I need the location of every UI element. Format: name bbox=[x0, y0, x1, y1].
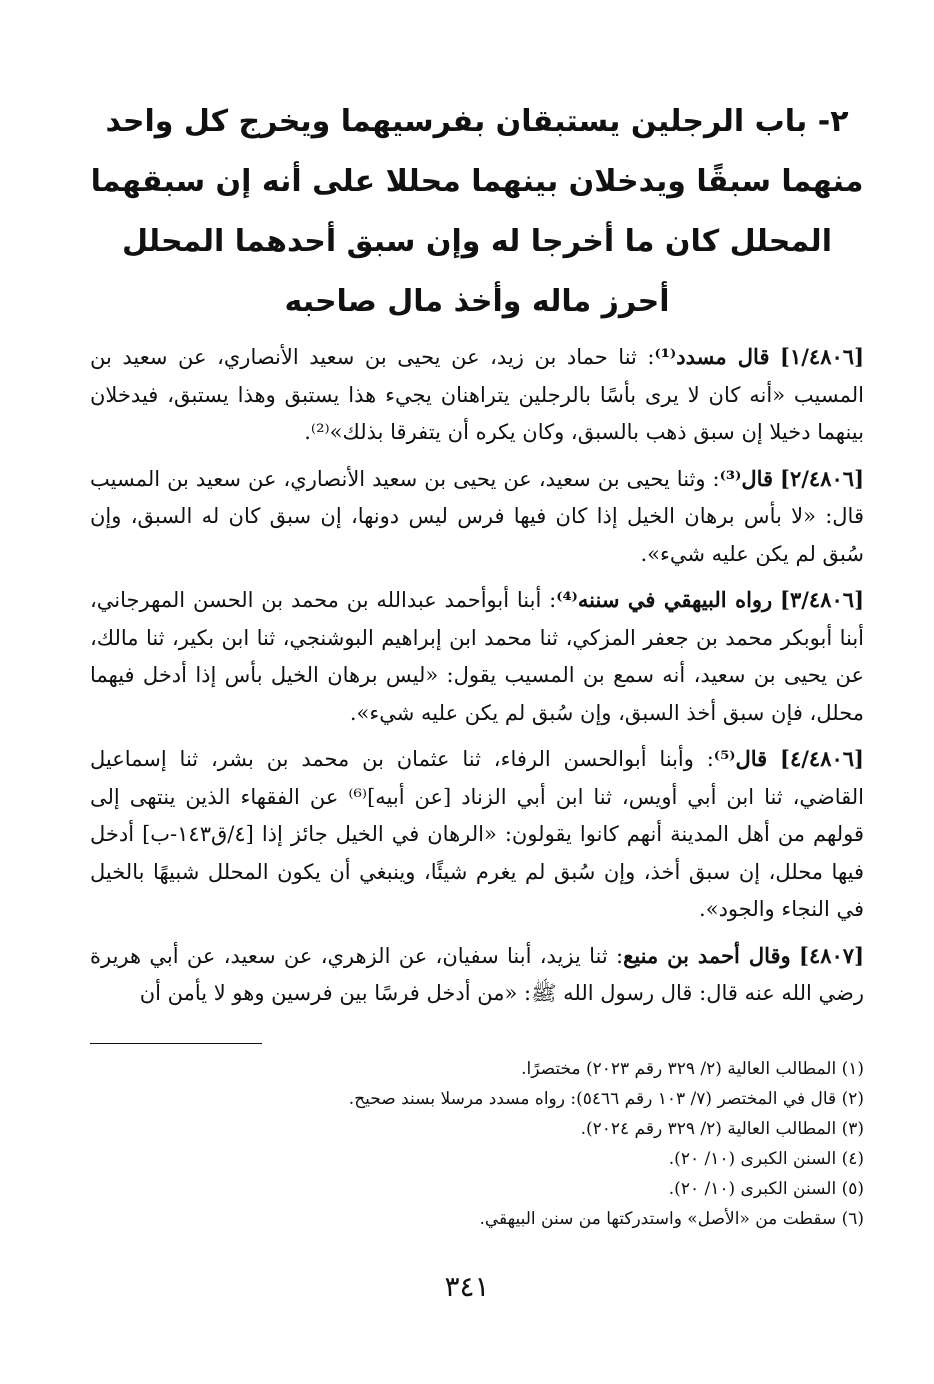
hadith-text: : وثنا يحيى بن سعيد، عن يحيى بن سعيد الأنصاري، عن سعيد بن المسيب قال: «لا بأس برهان الخيل إذا كان فيها فرس ليس دونها، إن سبق كان له السبق، وإن سُبق لم يكن عليه شيء». bbox=[90, 466, 864, 566]
footnotes-list bbox=[90, 1054, 864, 1234]
hadith-text: : أبنا أبوأحمد عبدالله بن محمد بن الحسن المهرجاني، أبنا أبوبكر محمد بن جعفر المزكي، ثنا محمد ابن إبراهيم البوشنجي، ثنا ابن بكير، ثنا مالك، عن يحيى بن سعيد، أنه سمع بن المسيب يقول: «ليس برهان الخيل بأس إذا أدخل فيهما محلل، فإن سبق أخذ السبق، وإن سُبق لم يكن عليه شيء». bbox=[90, 588, 864, 725]
hadith-number: [٢/٤٨٠٦] bbox=[780, 465, 864, 491]
hadith-paragraph bbox=[90, 740, 864, 929]
footnote-item: (٥) السنن الكبرى (١٠/ ٢٠). bbox=[668, 1178, 864, 1199]
page-number: ٣٤١ bbox=[444, 1270, 490, 1303]
footnote-item: (١) المطالب العالية (٢/ ٣٢٩ رقم ٢٠٢٣) مختصرًا. bbox=[521, 1058, 864, 1079]
hadith-text: : ثنا حماد بن زيد، عن يحيى بن سعيد الأنصاري، عن سعيد بن المسيب «أنه كان لا يرى بأسًا بالرجلين يتراهنان يجيء هذا يستبق وهذا يستبق، فيدخلان بينهما دخيلا إن سبق ذهب بالسبق، وكان يكره أن يتفرقا بذلك»⁽²⁾. bbox=[90, 345, 864, 444]
hadith-number: [٣/٤٨٠٦] bbox=[780, 587, 864, 612]
hadith-paragraph bbox=[90, 937, 864, 1013]
hadith-paragraph bbox=[90, 460, 864, 574]
hadith-number: [٤/٤٨٠٦] bbox=[780, 746, 864, 771]
footnote-divider bbox=[90, 1043, 262, 1044]
chapter-title: ٢- باب الرجلين يستبقان بفرسيهما ويخرج كل واحد منهما سبقًا ويدخلان بينهما محللا على أنه إن سبقهما المحلل كان ما أخرجا له وإن سبق أحدهما المحلل أحرز ماله وأخذ مال صاحبه bbox=[90, 104, 864, 319]
hadith-narrator: رواه البيهقي في سننه⁽⁴⁾ bbox=[556, 587, 773, 612]
hadith-narrator: قال⁽⁵⁾ bbox=[713, 746, 768, 771]
hadith-number: [١/٤٨٠٦] bbox=[780, 344, 864, 369]
page-body bbox=[90, 92, 864, 1234]
footnote-item: (٢) قال في المختصر (٧/ ١٠٣ رقم ٥٤٦٦): رواه مسدد مرسلا بسند صحيح. bbox=[348, 1088, 864, 1109]
footnote-item: (٤) السنن الكبرى (١٠/ ٢٠). bbox=[668, 1148, 864, 1169]
hadith-paragraph bbox=[90, 581, 864, 732]
hadith-narrator: قال مسدد⁽¹⁾ bbox=[654, 344, 770, 369]
hadith-text: : وأبنا أبوالحسن الرفاء، ثنا عثمان بن محمد بن بشر، ثنا إسماعيل القاضي، ثنا ابن أبي أويس، ثنا ابن أبي الزناد [عن أبيه]⁽⁶⁾ عن الفقهاء الذين ينتهى إلى قولهم من أهل المدينة أنهم كانوا يقولون: «الرهان في الخيل جائز إذا [٤/ق١٤٣-ب] أدخل فيها محلل، إن سبق أخذ، وإن سُبق لم يغرم شيئًا، وينبغي أن يكون المحلل شبيهًا بالخيل في النجاء والجود». bbox=[90, 747, 864, 921]
hadith-narrator: قال⁽³⁾ bbox=[719, 465, 774, 491]
footnote-item: (٦) سقطت من «الأصل» واستدركتها من سنن البيهقي. bbox=[479, 1208, 864, 1229]
hadith-number: [٤٨٠٧] bbox=[799, 942, 864, 968]
hadith-paragraph bbox=[90, 338, 864, 452]
hadith-text: : ثنا يزيد، أبنا سفيان، عن الزهري، عن سعيد، عن أبي هريرة رضي الله عنه قال: قال رسول الله ﷺ: «من أدخل فرسًا بين فرسين وهو لا يأمن أن bbox=[90, 943, 864, 1005]
hadith-narrator: وقال أحمد بن منيع bbox=[623, 942, 791, 968]
footnote-item: (٣) المطالب العالية (٢/ ٣٢٩ رقم ٢٠٢٤). bbox=[580, 1118, 864, 1139]
